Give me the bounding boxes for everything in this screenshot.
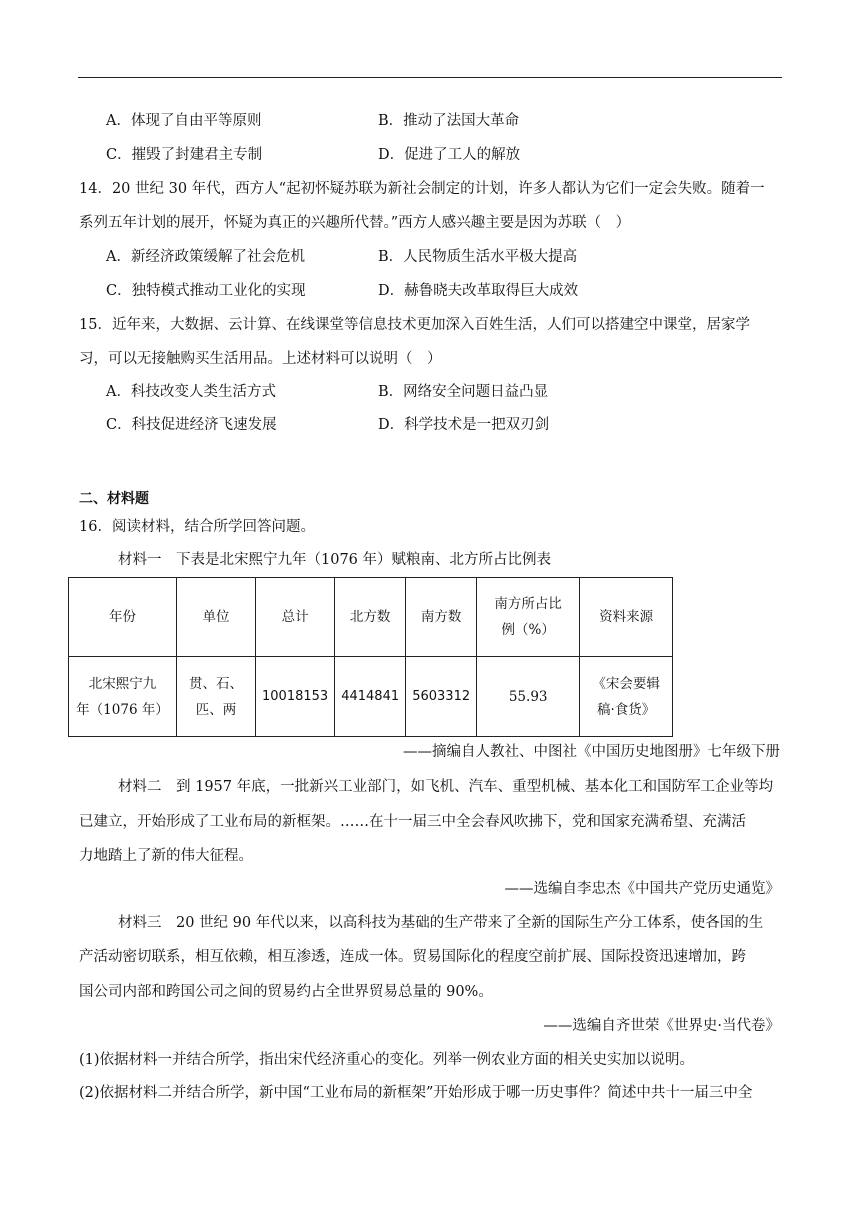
td-source-line1: 《宋会要辑 [592, 675, 660, 692]
td-south: 5603312 [406, 657, 477, 737]
table-row [69, 657, 673, 737]
material2-line1: 材料二 到 1957 年底，一批新兴工业部门，如飞机、汽车、重型机械、基本化工和国防军工企业等均 [118, 779, 774, 795]
q15-option-c[interactable]: C．科技促进经济飞速发展 [106, 417, 277, 433]
q13-option-d[interactable]: D．促进了工人的解放 [378, 147, 521, 163]
material3-line1: 材料三 20 世纪 90 年代以来，以高科技为基础的生产带来了全新的国际生产分工体系，使各国的生 [118, 915, 764, 931]
td-unit-line1: 贯、石、 [189, 675, 243, 692]
th-source: 资料来源 [580, 578, 673, 657]
th-unit: 单位 [177, 578, 256, 657]
td-year-line2: 年（1076 年） [76, 701, 169, 718]
q15-option-d[interactable]: D．科学技术是一把双刃剑 [378, 417, 550, 433]
q16-sub2: (2)依据材料二并结合所学，新中国“工业布局的新框架”开始形成于哪一历史事件？简述中共十一届三中全 [79, 1085, 753, 1101]
section-title: 二、材料题 [79, 491, 149, 507]
table-header-row [69, 578, 673, 657]
td-year [69, 657, 177, 737]
th-north: 北方数 [335, 578, 406, 657]
q16-sub1: (1)依据材料一并结合所学，指出宋代经济重心的变化。列举一例农业方面的相关史实加以说明。 [79, 1052, 695, 1068]
q14-option-b[interactable]: B．人民物质生活水平极大提高 [378, 249, 578, 265]
q14-stem-line1: 14．20 世纪 30 年代，西方人“起初怀疑苏联为新社会制定的计划，许多人都认为它们一定会失败。随着一 [79, 181, 765, 197]
q15-stem-line1: 15．近年来，大数据、云计算、在线课堂等信息技术更加深入百姓生活，人们可以搭建空中课堂，居家学 [79, 317, 750, 333]
th-ratio [477, 578, 580, 657]
th-year: 年份 [69, 578, 177, 657]
th-ratio-line1: 南方所占比 [494, 596, 562, 612]
th-ratio-line2: 例（%） [501, 622, 555, 638]
q13-option-a[interactable]: A．体现了自由平等原则 [106, 113, 262, 129]
td-total: 10018153 [256, 657, 335, 737]
td-source [580, 657, 673, 737]
q14-option-c[interactable]: C．独特模式推动工业化的实现 [106, 283, 306, 299]
th-total: 总计 [256, 578, 335, 657]
material3-line3: 国公司内部和跨国公司之间的贸易约占全世界贸易总量的 90%。 [79, 984, 493, 1000]
td-unit [177, 657, 256, 737]
material3-line2: 产活动密切联系，相互依赖，相互渗透，连成一体。贸易国际化的程度空前扩展、国际投资迅速增加，跨 [79, 949, 746, 965]
material2-source: ——选编自李忠杰《中国共产党历史通览》 [504, 881, 780, 897]
material1-caption: 材料一 下表是北宋熙宁九年（1076 年）赋粮南、北方所占比例表 [118, 552, 552, 568]
material2-line2: 已建立，开始形成了工业布局的新框架。……在十一届三中全会春风吹拂下，党和国家充满希望、充满活 [79, 814, 746, 830]
td-source-line2: 稿·食货》 [597, 701, 656, 718]
q15-option-a[interactable]: A．科技改变人类生活方式 [106, 384, 276, 400]
tax-ratio-table [68, 577, 673, 737]
td-year-line1: 北宋熙宁九 [88, 675, 157, 692]
q14-option-a[interactable]: A．新经济政策缓解了社会危机 [106, 249, 305, 265]
q14-stem-line2: 系列五年计划的展开，怀疑为真正的兴趣所代替。”西方人感兴趣主要是因为苏联（ ） [79, 215, 631, 231]
q14-option-d[interactable]: D．赫鲁晓夫改革取得巨大成效 [378, 283, 579, 299]
q13-option-b[interactable]: B．推动了法国大革命 [378, 113, 520, 129]
header-rule [78, 77, 782, 78]
material2-line3: 力地踏上了新的伟大征程。 [79, 848, 253, 864]
q15-stem-line2: 习，可以无接触购买生活用品。上述材料可以说明（ ） [79, 351, 442, 367]
material1-source: ——摘编自人教社、中图社《中国历史地图册》七年级下册 [403, 744, 780, 760]
td-ratio: 55.93 [477, 657, 580, 737]
material3-source: ——选编自齐世荣《世界史·当代卷》 [543, 1018, 780, 1034]
q16-intro: 16．阅读材料，结合所学回答问题。 [79, 519, 315, 535]
th-south: 南方数 [406, 578, 477, 657]
td-unit-line2: 匹、两 [195, 701, 237, 718]
q13-option-c[interactable]: C．摧毁了封建君主专制 [106, 147, 263, 163]
q15-option-b[interactable]: B．网络安全问题日益凸显 [378, 384, 549, 400]
td-north: 4414841 [335, 657, 406, 737]
